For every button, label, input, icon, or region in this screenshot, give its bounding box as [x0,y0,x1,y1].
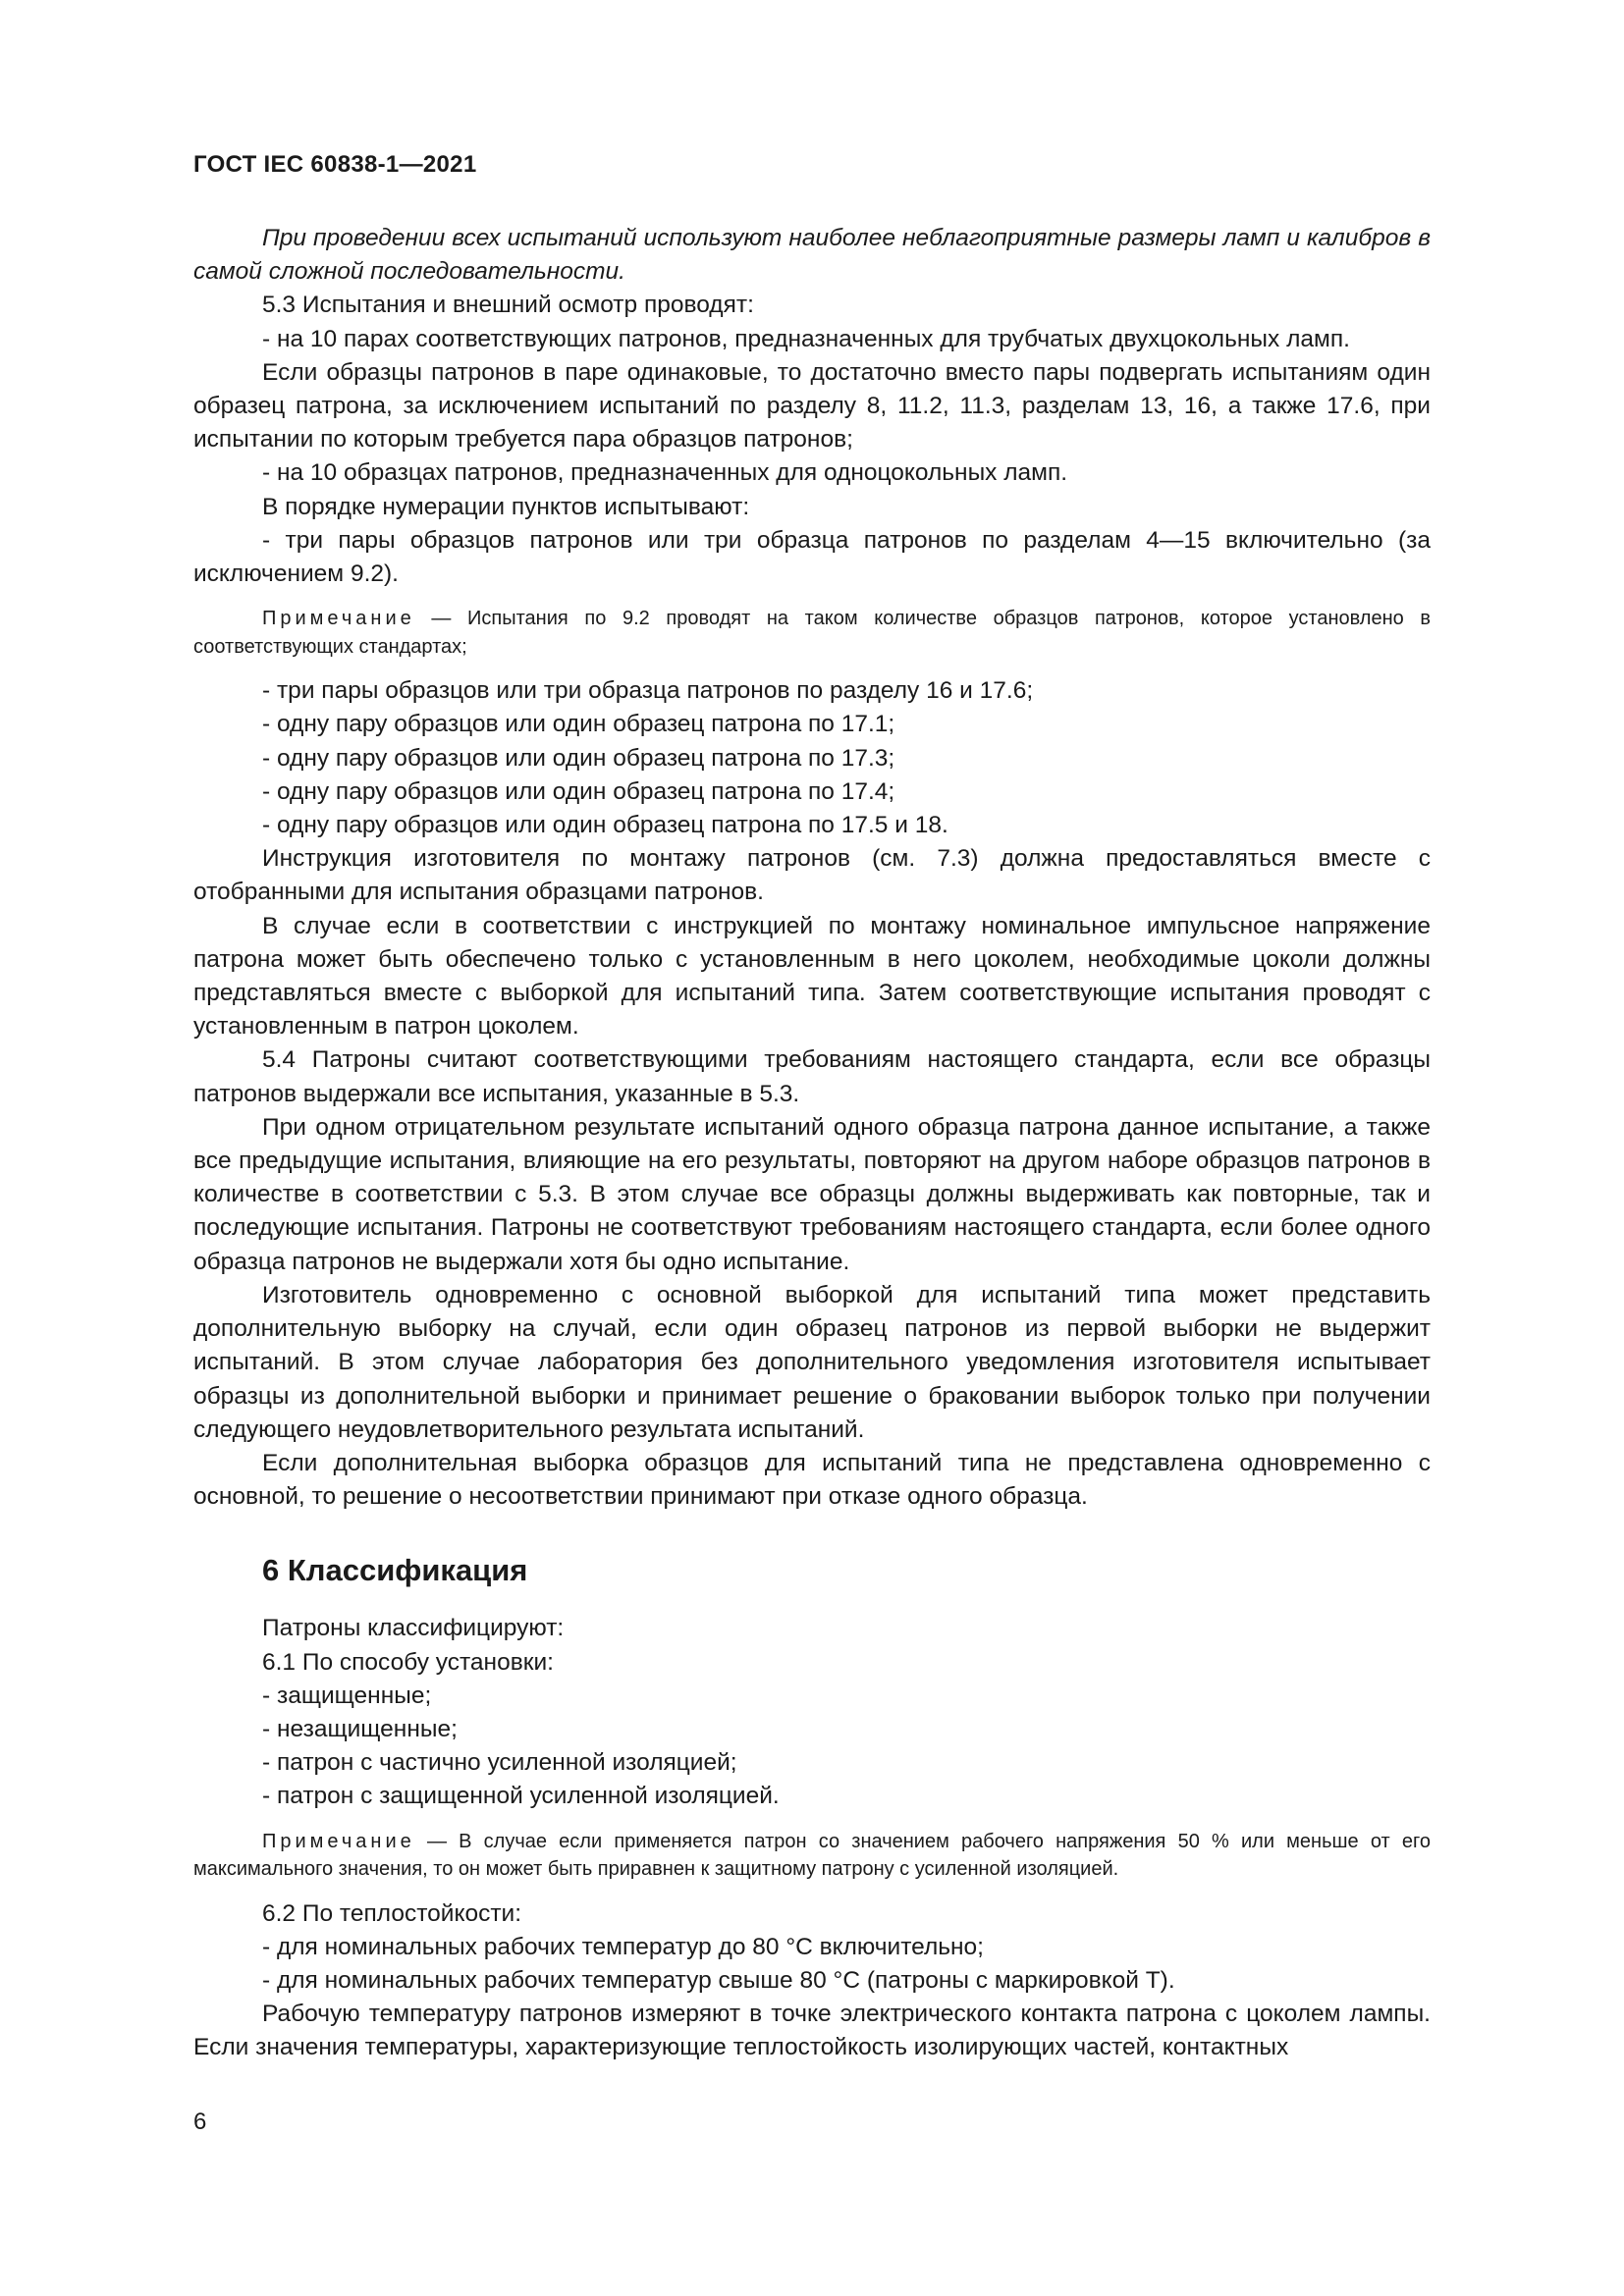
paragraph: Патроны классифицируют: [262,1615,565,1642]
note-label: Примечание [262,1830,415,1852]
paragraph: Изготовитель одновременно с основной выборкой для испытаний типа может представить дополнительную выборку на случай, если один образец патронов из первой выборки не выдержит испытаний. В этом случае лаборатория без дополнительного уведомления изготовителя испытывает образцы из дополнительной выборки и принимает решение о браковании выборок только при получении следующего неудовлетворительного результата испытаний. [193,1281,1431,1443]
note-5-3 [193,605,1431,661]
list-item: - одну пару образцов или один образец патрона по 17.1; [262,711,895,738]
paragraph: Инструкция изготовителя по монтажу патронов (см. 7.3) должна предоставляться вместе с отобранными для испытания образцами патронов. [193,845,1431,906]
intro-paragraph: При проведении всех испытаний используют наиболее неблагоприятные размеры ламп и калибров в самой сложной последовательности. [193,225,1431,286]
list-item: - три пары образцов патронов или три образца патронов по разделам 4—15 включительно (за исключением 9.2). [193,526,1431,588]
paragraph: В порядке нумерации пунктов испытывают: [262,493,750,520]
note-6-1 [193,1828,1431,1884]
paragraph: Если образцы патронов в паре одинаковые, то достаточно вместо пары подвергать испытаниям один образец патрона, за исключением испытаний по разделу 8, 11.2, 11.3, разделам 13, 16, а также 17.6, при испытании по которым требуется пара образцов патронов; [193,358,1431,454]
note-label: Примечание [262,608,415,630]
section-6-heading: 6 Классификация [262,1553,528,1588]
list-item: - одну пару образцов или один образец патрона по 17.4; [262,777,895,805]
list-item: - на 10 парах соответствующих патронов, предназначенных для трубчатых двухцокольных ламп. [262,325,1350,352]
list-item: - для номинальных рабочих температур до 80 °С включительно; [262,1933,984,1960]
list-item: - на 10 образцах патронов, предназначенных для одноцокольных ламп. [262,459,1068,487]
list-item: - для номинальных рабочих температур свыше 80 °С (патроны с маркировкой Т). [262,1966,1175,1994]
page-number: 6 [193,2109,207,2135]
list-item: - патрон с защищенной усиленной изоляцией. [262,1783,780,1810]
list-item: - патрон с частично усиленной изоляцией; [262,1749,737,1777]
document-body [193,222,1431,2065]
list-item: - три пары образцов или три образца патронов по разделу 16 и 17.6; [262,677,1034,705]
note-text: — В случае если применяется патрон со значением рабочего напряжения 50 % или меньше от его максимального значения, то он может быть приравнен к защитному патрону с усиленной изоляцией. [193,1830,1431,1881]
paragraph: Если дополнительная выборка образцов для испытаний типа не представлена одновременно с основной, то решение о несоответствии принимают при отказе одного образца. [193,1449,1431,1511]
list-item: - незащищенные; [262,1715,458,1742]
note-text: — Испытания по 9.2 проводят на таком количестве образцов патронов, которое установлено в соответствующих стандартах; [193,608,1431,658]
paragraph: В случае если в соответствии с инструкцией по монтажу номинальное импульсное напряжение патрона может быть обеспечено только с установленным в него цоколем, необходимые цоколи должны представляться вместе с выборкой для испытаний типа. Затем соответствующие испытания проводят с установленным в патрон цоколем. [193,912,1431,1041]
list-item: - одну пару образцов или один образец патрона по 17.3; [262,744,895,772]
clause-5-3-title: 5.3 Испытания и внешний осмотр проводят: [262,292,754,319]
clause-6-2-title: 6.2 По теплостойкости: [262,1899,522,1927]
list-item: - одну пару образцов или один образец патрона по 17.5 и 18. [262,812,948,839]
paragraph: При одном отрицательном результате испытаний одного образца патрона данное испытание, а также все предыдущие испытания, влияющие на его результаты, повторяют на другом наборе образцов патронов в количестве в соответствии с 5.3. В этом случае все образцы должны выдерживать как повторные, так и последующие испытания. Патроны не соответствуют требованиям настоящего стандарта, если более одного образца патронов не выдержали хотя бы одно испытание. [193,1113,1431,1275]
list-item: - защищенные; [262,1682,432,1709]
paragraph: Рабочую температуру патронов измеряют в точке электрического контакта патрона с цоколем лампы. Если значения температуры, характеризующие теплостойкость изолирующих частей, контактных [193,2001,1431,2061]
clause-6-1-title: 6.1 По способу установки: [262,1648,554,1676]
clause-5-4-paragraph: 5.4 Патроны считают соответствующими требованиям настоящего стандарта, если все образцы патронов выдержали все испытания, указанные в 5.3. [193,1046,1431,1107]
document-header: ГОСТ IEC 60838-1—2021 [193,151,477,178]
